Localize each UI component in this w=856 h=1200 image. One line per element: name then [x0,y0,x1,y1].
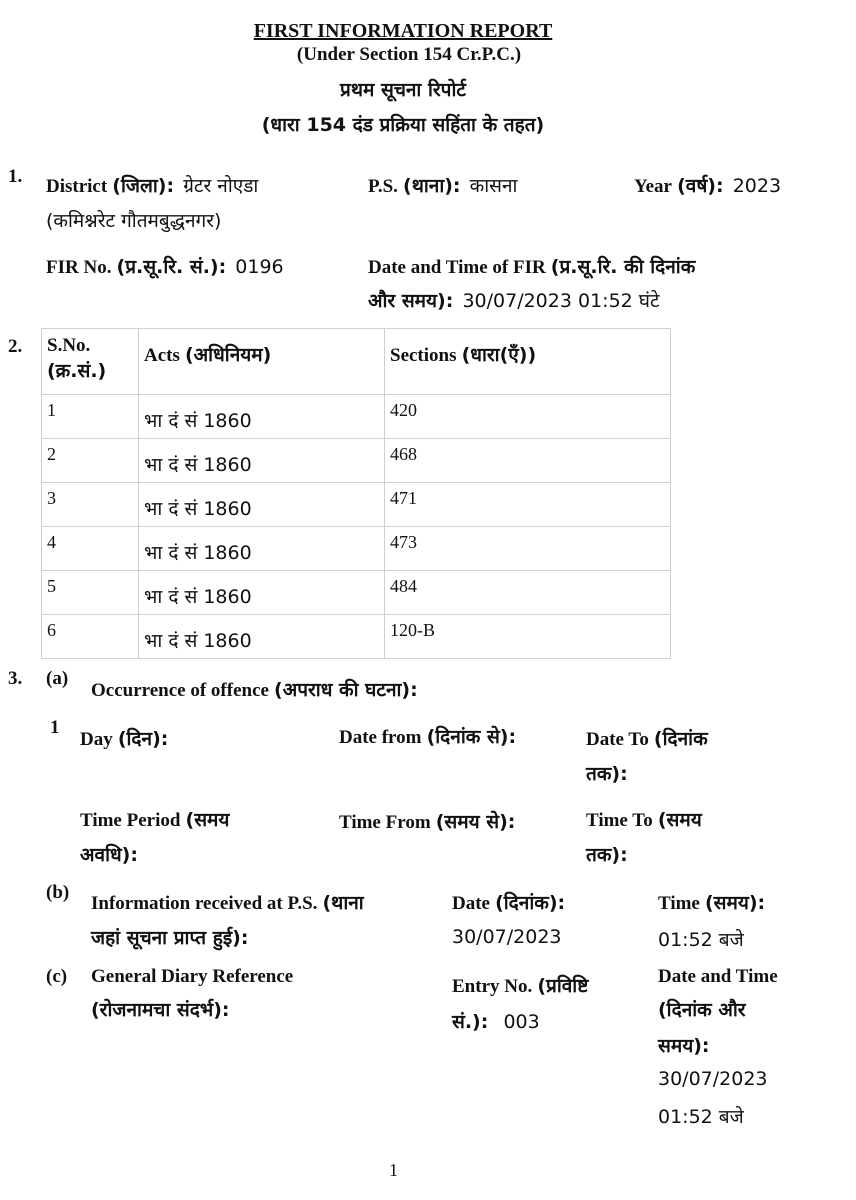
section-3-number: 3. [8,668,23,689]
fir-datetime-line2 [368,287,660,313]
row-section: 471 [385,483,671,527]
occurrence-label-en: Occurrence of offence [91,680,269,701]
date-from-field [339,723,516,749]
date-to-label-hi-2: तक): [586,763,628,785]
year-label-hi: (वर्ष): [677,175,724,197]
time-period-label-hi: (समय [185,809,230,831]
time-from-label-en: Time From [339,812,431,833]
datetime-label-hi: (प्र.सू.रि. की दिनांक [550,256,696,278]
report-subtitle-en: (Under Section 154 Cr.P.C.) [296,44,522,65]
report-subtitle-hi: (धारा 154 दंड प्रक्रिया सहिंता के तहत) [261,114,545,136]
table-row [42,615,671,659]
gd-datetime-label-hi: (दिनांक और [658,999,746,1021]
entry-number-field [452,972,588,998]
row-act: भा दं सं 1860 [139,395,385,439]
row-sno: 5 [42,571,139,615]
info-date-label-hi: (दिनांक): [495,892,566,914]
acts-header [139,329,385,395]
day-field [80,725,168,751]
row-sno: 4 [42,527,139,571]
info-time-value: 01:52 बजे [658,929,744,951]
row-act: भा दं सं 1860 [139,527,385,571]
row-act: भा दं सं 1860 [139,615,385,659]
time-period-field [80,806,229,832]
entry-label-hi-2: सं.): [452,1011,489,1033]
time-from-field [339,808,515,834]
occurrence-label-hi: (अपराध की घटना): [274,679,418,701]
time-period-label-hi-2: अवधि): [80,844,138,866]
date-from-label-en: Date from [339,727,422,748]
report-title-hi: प्रथम सूचना रिपोर्ट [340,79,466,101]
gd-date-value: 30/07/2023 [658,1068,768,1090]
row-act: भा दं सं 1860 [139,439,385,483]
table-row [42,571,671,615]
row-sno: 3 [42,483,139,527]
ps-label-hi: (थाना): [403,175,461,197]
section-3b-label: (b) [46,882,70,903]
info-date-value: 30/07/2023 [452,926,562,948]
report-title-en: FIRST INFORMATION REPORT [253,20,553,42]
time-from-label-hi: (समय से): [435,811,516,833]
section-3a-label: (a) [46,668,69,689]
gd-datetime-label-en: Date and Time [658,966,778,987]
row-sno: 2 [42,439,139,483]
day-label-en: Day [80,729,113,750]
occurrence-sub-number: 1 [50,717,60,738]
entry-value: 003 [503,1011,540,1033]
table-row [42,483,671,527]
fir-datetime-field [368,253,695,279]
time-to-field [586,806,702,832]
section-2-number: 2. [8,336,23,357]
sections-header [385,329,671,395]
sno-header-hi: (क्र.सं.) [47,360,107,382]
acts-header-en: Acts [144,345,180,366]
info-received-field [91,889,364,915]
entry-number-line2 [452,1008,540,1034]
year-label-en: Year [634,176,672,197]
sno-header [42,329,139,395]
info-received-label-en: Information received at P.S. [91,893,318,914]
year-field [634,172,781,198]
info-time-label-en: Time [658,893,700,914]
district-field [46,172,258,198]
date-to-field [586,725,708,751]
info-received-label-hi: (थाना [322,892,364,914]
row-section: 473 [385,527,671,571]
occurrence-heading [91,676,418,702]
info-time-field [658,889,765,915]
info-date-field [452,889,565,915]
ps-label-en: P.S. [368,176,398,197]
page-number: 1 [389,1160,398,1180]
gd-reference-label-en: General Diary Reference [91,966,294,987]
row-act: भा दं सं 1860 [139,571,385,615]
time-to-label-hi: (समय [657,809,702,831]
acts-sections-table [41,328,671,659]
entry-label-hi: (प्रविष्टि [537,975,589,997]
info-received-label-hi-2: जहां सूचना प्राप्त हुई): [91,927,249,949]
fir-label-hi: (प्र.सू.रि. सं.): [116,256,227,278]
row-sno: 1 [42,395,139,439]
row-act: भा दं सं 1860 [139,483,385,527]
day-label-hi: (दिन): [117,728,169,750]
district-value-line2: (कमिश्नरेट गौतमबुद्धनगर) [46,210,222,232]
table-row [42,395,671,439]
district-label-hi: (जिला): [112,175,175,197]
date-to-label-hi: (दिनांक [653,728,708,750]
section-1-number: 1. [8,166,23,187]
row-section: 420 [385,395,671,439]
row-section: 484 [385,571,671,615]
gd-time-value: 01:52 बजे [658,1106,744,1128]
ps-value: कासना [469,175,518,197]
sections-header-hi: (धारा(एँ)) [461,344,537,366]
gd-reference-label-hi: (रोजनामचा संदर्भ): [91,999,230,1021]
gd-datetime-label-hi-2: समय): [658,1035,710,1057]
row-sno: 6 [42,615,139,659]
row-section: 468 [385,439,671,483]
entry-label-en: Entry No. [452,976,533,997]
date-from-label-hi: (दिनांक से): [426,726,517,748]
info-date-label-en: Date [452,893,490,914]
datetime-label-hi-2: और समय): [368,290,454,312]
info-time-label-hi: (समय): [704,892,766,914]
table-row [42,439,671,483]
year-value: 2023 [732,175,782,197]
time-to-label-hi-2: तक): [586,844,628,866]
acts-header-hi: (अधिनियम) [184,344,272,366]
fir-number-field [46,253,284,279]
fir-label-en: FIR No. [46,257,112,278]
date-to-label-en: Date To [586,729,649,750]
sno-header-en: S.No. [47,335,91,356]
time-period-label-en: Time Period [80,810,181,831]
datetime-label-en: Date and Time of FIR [368,257,546,278]
police-station-field [368,172,517,198]
district-label-en: District [46,176,108,197]
time-to-label-en: Time To [586,810,653,831]
district-value: ग्रेटर नोएडा [183,175,259,197]
section-3c-label: (c) [46,966,68,987]
table-row [42,527,671,571]
fir-value: 0196 [235,256,284,278]
sections-header-en: Sections [390,345,457,366]
row-section: 120-B [385,615,671,659]
datetime-value: 30/07/2023 01:52 घंटे [462,290,660,312]
table-header-row [42,329,671,395]
